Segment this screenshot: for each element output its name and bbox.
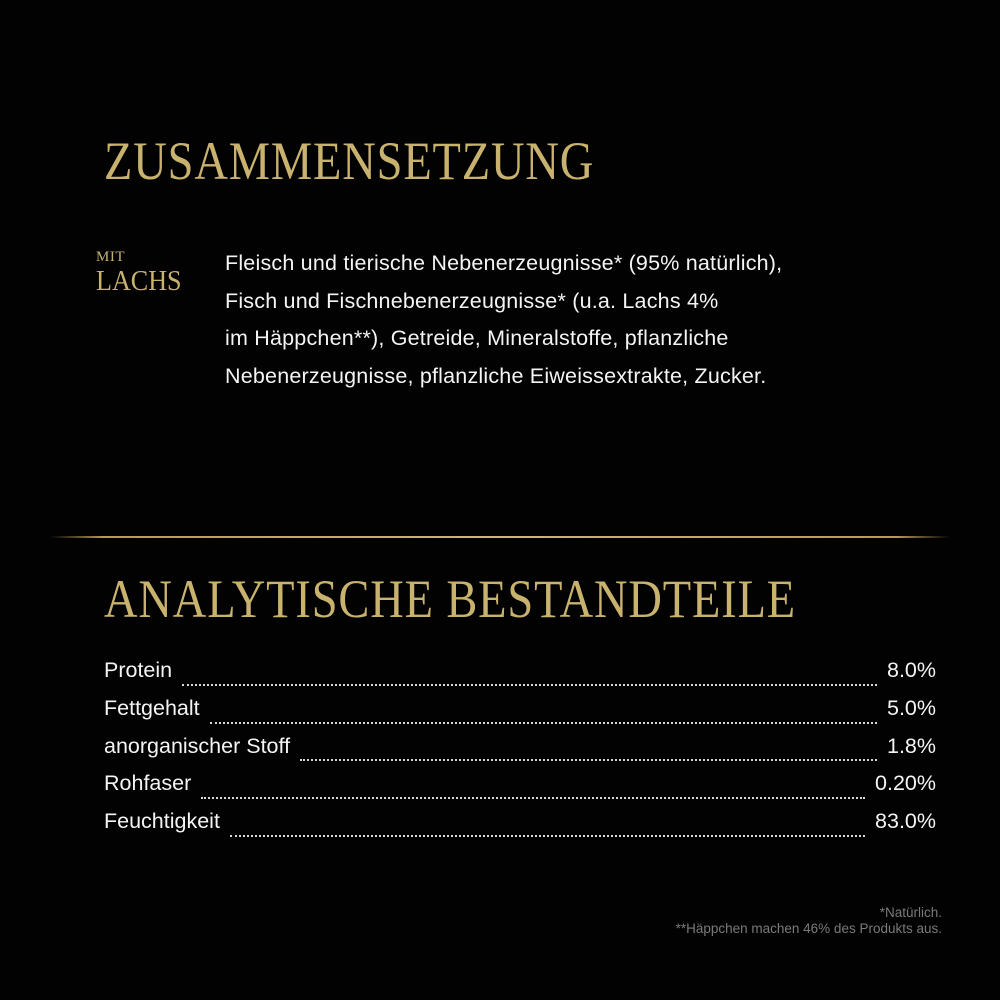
ingredient-line: Fisch und Fischnebenerzeugnisse* (u.a. Lachs 4% bbox=[225, 288, 719, 313]
row-value: 1.8% bbox=[886, 733, 936, 758]
row-value: 0.20% bbox=[875, 771, 936, 796]
variant-label bbox=[96, 248, 191, 296]
row-value: 83.0% bbox=[875, 809, 936, 834]
gold-divider bbox=[50, 536, 950, 538]
analysis-row-fat bbox=[104, 696, 936, 734]
analysis-row-moisture bbox=[104, 809, 936, 847]
analysis-row-ash bbox=[104, 734, 936, 772]
row-value: 5.0% bbox=[886, 695, 936, 720]
ingredients-text bbox=[225, 245, 965, 395]
variant-prefix: MIT bbox=[96, 249, 125, 265]
analysis-table bbox=[104, 658, 936, 847]
footnotes bbox=[676, 905, 942, 937]
dot-leader bbox=[210, 721, 877, 724]
analysis-row-protein bbox=[104, 658, 936, 696]
analysis-heading: ANALYTISCHE BESTANDTEILE bbox=[104, 569, 797, 629]
ingredient-line: im Häppchen**), Getreide, Mineralstoffe, pflanzliche bbox=[225, 326, 729, 350]
dot-leader bbox=[182, 683, 877, 686]
row-value: 8.0% bbox=[886, 658, 936, 682]
composition-heading: ZUSAMMENSETZUNG bbox=[104, 131, 595, 191]
row-label: Rohfaser bbox=[104, 771, 192, 796]
variant-name: LACHS bbox=[96, 265, 182, 297]
dot-leader bbox=[300, 758, 877, 761]
dot-leader bbox=[201, 796, 865, 799]
row-label: Fettgehalt bbox=[104, 695, 200, 720]
analysis-row-fibre bbox=[104, 771, 936, 809]
dot-leader bbox=[230, 834, 865, 837]
row-label: Feuchtigkeit bbox=[104, 809, 220, 834]
footnote-natural: *Natürlich. bbox=[879, 905, 942, 920]
row-label: anorganischer Stoff bbox=[104, 733, 291, 758]
row-label: Protein bbox=[104, 658, 173, 682]
footnote-chunks: **Häppchen machen 46% des Produkts aus. bbox=[675, 921, 942, 936]
ingredient-line: Nebenerzeugnisse, pflanzliche Eiweissextrakte, Zucker. bbox=[225, 363, 767, 388]
ingredient-line: Fleisch und tierische Nebenerzeugnisse* (95% natürlich), bbox=[225, 251, 783, 275]
